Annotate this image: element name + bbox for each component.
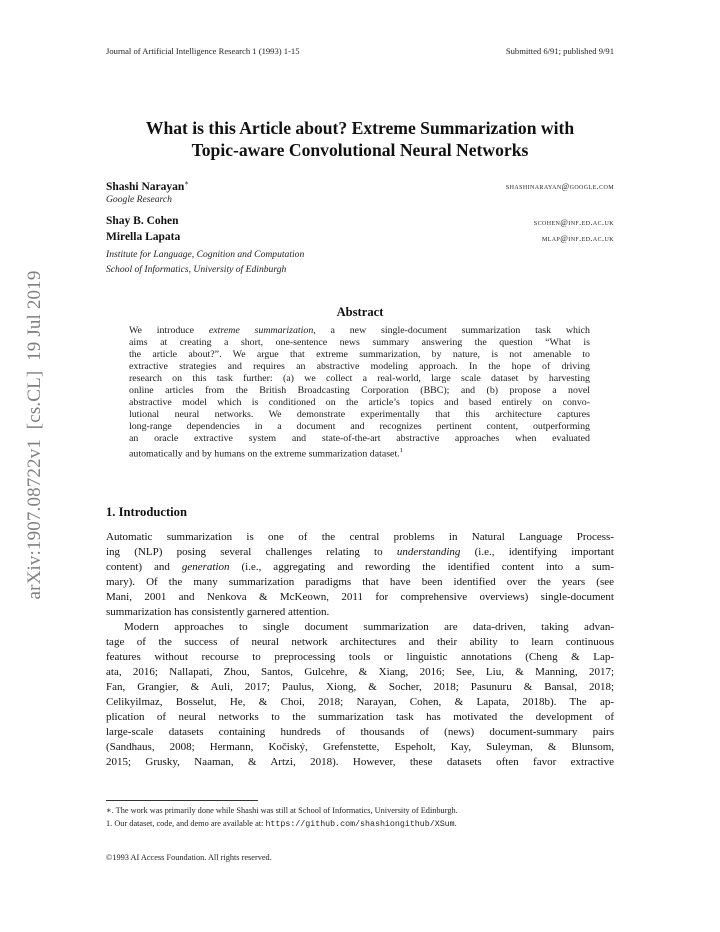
footnote-one-text: Our dataset, code, and demo are available at: (114, 819, 264, 828)
abstract-line: an oracle extractive system and state-of-the-art abstractive approaches when evaluated (129, 433, 590, 445)
line-text: ing (NLP) posing several challenges relating to (106, 546, 397, 558)
footnote-one-end: . (454, 819, 457, 828)
copyright-notice: ©1993 AI Access Foundation. All rights reserved. (106, 853, 272, 862)
abstract-line: online articles from the British Broadcasting Corporation (BBC); and (b) propose a novel (129, 385, 590, 397)
intro-line: (Sandhaus, 2008; Hermann, Kočiský, Grefenstette, Espeholt, Kay, Suleyman, & Blunsom, (106, 741, 614, 753)
footnote-one-url[interactable]: https://github.com/shashiongithub/XSum (265, 820, 455, 829)
intro-line: tage of the success of neural network architectures and their ability to learn continuous (106, 636, 614, 648)
footnote-star-text: The work was primarily done while Shashi was still at School of Informatics, University of Edinburgh. (115, 806, 458, 815)
author-1-name-text: Shashi Narayan (106, 180, 185, 193)
line-text: content) and (106, 561, 182, 573)
line-text: automatically and by humans on the extreme summarization dataset. (129, 448, 400, 460)
abstract-line (129, 445, 590, 460)
abstract-line: the article about?”. We argue that extreme summarization, by nature, is not amenable to (129, 349, 590, 361)
abstract-line: extractive strategies and requires an abstractive modeling approach. In the hope of driving (129, 361, 590, 373)
line-text: We introduce (129, 325, 209, 336)
author-name-1 (106, 179, 189, 193)
intro-line (106, 545, 614, 560)
affiliation-school: School of Informatics, University of Edinburgh (106, 264, 287, 275)
affiliation-institute: Institute for Language, Cognition and Computation (106, 249, 305, 260)
abstract-line: lutional neural networks. We demonstrate experimentally that this architecture captures (129, 409, 590, 421)
line-text: (i.e., identifying important (460, 546, 614, 558)
author-1-affiliation: Google Research (106, 194, 172, 205)
abstract-line: research on this task further: (a) we collect a real-world, large scale dataset by harvesting (129, 373, 590, 385)
emphasis-text: extreme summarization (208, 325, 314, 336)
author-1-email[interactable]: shashinarayan@google.com (505, 182, 614, 191)
intro-line: Celikyilmaz, Bosselut, He, & Choi, 2018; Narayan, Cohen, & Lapata, 2018b). The ap- (106, 696, 614, 708)
intro-line: plication of neural networks to the summarization task has motivated the development of (106, 711, 614, 723)
intro-line: ata, 2016; Nallapati, Zhou, Santos, Gulcehre, & Xiang, 2016; See, Liu, & Manning, 2017; (106, 666, 614, 678)
section-heading: 1. Introduction (106, 505, 187, 519)
paper-title (60, 117, 660, 161)
running-head-journal: Journal of Artificial Intelligence Research 1 (1993) 1-15 (106, 46, 300, 56)
intro-line: features without recourse to preprocessing tools or linguistic annotations (Cheng & Lap- (106, 651, 614, 663)
abstract-heading: Abstract (336, 305, 384, 319)
footnote-one (106, 819, 457, 829)
abstract-line: long-range dependencies in a document and recognizes pertinent content, outperforming (129, 421, 590, 433)
author-1-footnote-mark: ∗ (184, 179, 190, 187)
section-body (106, 530, 614, 770)
intro-line: 2015; Grusky, Naaman, & Artzi, 2018). However, these datasets often favor extractive (106, 756, 614, 768)
abstract-line: aims at creating a short, one-sentence news summary answering the question “What is (129, 337, 590, 349)
intro-line: Automatic summarization is one of the central problems in Natural Language Process- (106, 531, 614, 543)
abstract-body (129, 325, 590, 458)
arxiv-stamp-text: arXiv:1907.08722v1 [cs.CL] 19 Jul 2019 (24, 270, 45, 600)
intro-line: Modern approaches to single document summarization are data-driven, taking advan- (124, 621, 614, 633)
abstract-line: abstractive model which is conditioned on the article’s topics and based entirely on convo- (129, 397, 590, 409)
title-line-2: Topic-aware Convolutional Neural Networks (191, 140, 529, 160)
footnote-ref-mark[interactable]: 1 (399, 447, 403, 455)
footnote-one-mark: 1. (106, 819, 113, 828)
author-2-email[interactable]: scohen@inf.ed.ac.uk (533, 218, 614, 227)
footnote-star (106, 805, 458, 815)
emphasis-text: generation (181, 561, 230, 573)
author-3-email[interactable]: mlap@inf.ed.ac.uk (541, 234, 614, 243)
author-name-2: Shay B. Cohen (106, 215, 179, 227)
line-text: , a new single-document summarization task which (313, 325, 590, 336)
author-name-3: Mirella Lapata (106, 231, 181, 243)
intro-line: Mani, 2001 and Nenkova & McKeown, 2011 for comprehensive overviews) single-document (106, 591, 614, 603)
abstract-line (129, 325, 590, 337)
footnote-star-mark: ∗. (106, 806, 114, 815)
emphasis-text: understanding (396, 546, 461, 558)
intro-line: summarization has consistently garnered attention. (106, 606, 330, 618)
arxiv-identifier-stamp[interactable] (24, 271, 46, 600)
title-line-1: What is this Article about? Extreme Summarization with (145, 118, 575, 138)
footnote-rule (106, 800, 258, 801)
intro-line: Fan, Grangier, & Auli, 2017; Paulus, Xiong, & Socher, 2018; Pasunuru & Bansal, 2018; (106, 681, 614, 693)
intro-line: mary). Of the many summarization paradigms that have been identified over the years (see (106, 576, 614, 588)
intro-line (106, 560, 614, 575)
line-text: (i.e., aggregating and rewording the identified content into a sum- (229, 561, 614, 573)
intro-line: large-scale datasets containing hundreds of thousands of (news) document-summary pairs (106, 726, 614, 738)
running-head-dates: Submitted 6/91; published 9/91 (505, 46, 614, 56)
